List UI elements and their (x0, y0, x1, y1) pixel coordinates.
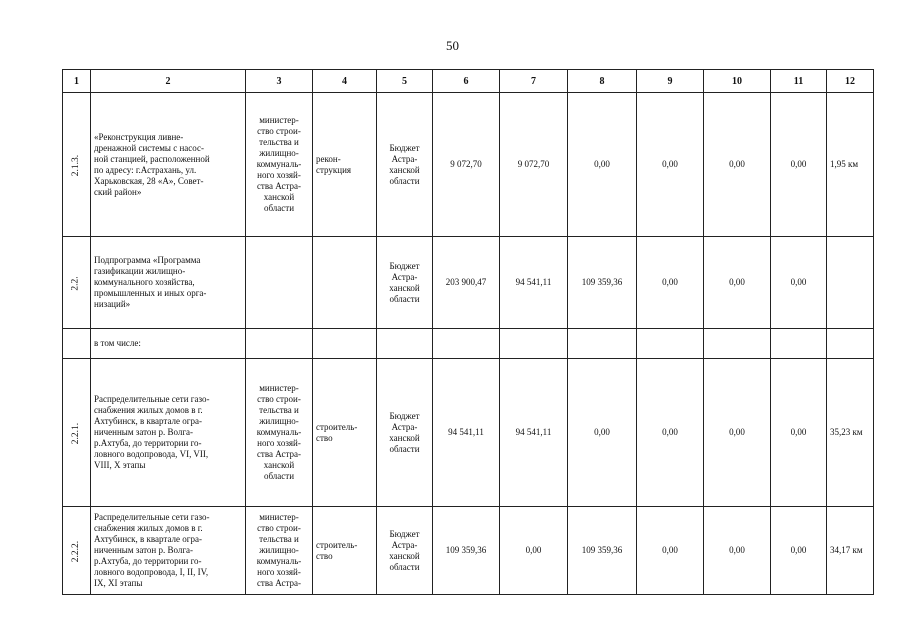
header-cell: 5 (377, 70, 433, 93)
amount-cell: 94 541,11 (433, 359, 500, 507)
row-number: 2.2.2. (71, 540, 81, 562)
amount-cell: 9 072,70 (433, 93, 500, 237)
budget-table (62, 69, 874, 595)
capacity-cell (827, 237, 874, 329)
executor-text: министер- ство строи- тельства и жилищно- коммуналь- ного хозяй- ства Астра- (256, 512, 302, 588)
header-cell: 1 (63, 70, 91, 93)
funding-source-text: Бюджет Астра- ханской области (389, 410, 420, 454)
funding-source-cell (377, 93, 433, 237)
amount-cell (771, 329, 827, 359)
header-cell: 6 (433, 70, 500, 93)
work-type-text: строитель- ство (316, 539, 358, 561)
amount-cell: 109 359,36 (568, 507, 637, 595)
name-cell (91, 359, 246, 507)
amount-cell: 0,00 (637, 93, 704, 237)
amount-cell: 0,00 (704, 237, 771, 329)
amount-cell (704, 329, 771, 359)
work-type-cell (313, 93, 377, 237)
executor-text: министер- ство строи- тельства и жилищно- коммуналь- ного хозяй- ства Астра- ханской области (256, 115, 302, 213)
name-cell (91, 237, 246, 329)
amount-cell (637, 329, 704, 359)
funding-source-cell (377, 237, 433, 329)
capacity-cell: 34,17 км (827, 507, 874, 595)
capacity-cell: 35,23 км (827, 359, 874, 507)
amount-cell: 203 900,47 (433, 237, 500, 329)
name-cell (91, 93, 246, 237)
funding-source-cell (377, 507, 433, 595)
work-type-cell (313, 359, 377, 507)
amount-cell: 94 541,11 (500, 237, 568, 329)
funding-source-text: Бюджет Астра- ханской области (389, 260, 420, 304)
header-cell: 12 (827, 70, 874, 93)
name-cell (91, 329, 246, 359)
amount-cell: 0,00 (771, 507, 827, 595)
item-name: Распределительные сети газо- снабжения жилых домов в г. Ахтубинск, в квартале огра- ниченным затон р. Волга- р.Ахтуба, до территории го- ловного водопровода, VI, VII, VIII, X этапы (94, 394, 210, 470)
table-row (63, 237, 874, 329)
amount-cell: 0,00 (704, 507, 771, 595)
row-number-cell (63, 507, 91, 595)
amount-cell: 0,00 (771, 93, 827, 237)
amount-cell: 109 359,36 (433, 507, 500, 595)
executor-cell (246, 237, 313, 329)
table-row (63, 507, 874, 595)
amount-cell: 0,00 (568, 93, 637, 237)
executor-text: министер- ство строи- тельства и жилищно- коммуналь- ного хозяй- ства Астра- ханской области (256, 383, 302, 481)
work-type-cell (313, 237, 377, 329)
row-number: 2.2.1. (71, 422, 81, 444)
executor-cell (246, 329, 313, 359)
item-name: «Реконструкция ливне- дренажной системы с насос- ной станцией, расположенной по адресу: г.Астрахань, ул. Харьковская, 28 «А», Совет- ский район» (94, 131, 210, 197)
executor-cell (246, 507, 313, 595)
header-cell: 7 (500, 70, 568, 93)
item-name: в том числе: (94, 338, 141, 348)
header-cell: 4 (313, 70, 377, 93)
row-number: 2.2. (71, 275, 81, 291)
amount-cell: 0,00 (500, 507, 568, 595)
amount-cell (568, 329, 637, 359)
work-type-cell (313, 507, 377, 595)
executor-cell (246, 93, 313, 237)
work-type-text: рекон- струкция (316, 153, 352, 175)
funding-source-text: Бюджет Астра- ханской области (389, 142, 420, 186)
row-number-cell (63, 329, 91, 359)
amount-cell: 0,00 (771, 359, 827, 507)
header-cell: 11 (771, 70, 827, 93)
funding-source-text: Бюджет Астра- ханской области (389, 528, 420, 572)
funding-source-cell (377, 359, 433, 507)
amount-cell (500, 329, 568, 359)
funding-source-cell (377, 329, 433, 359)
header-cell: 8 (568, 70, 637, 93)
page-number: 50 (446, 38, 459, 53)
amount-cell: 0,00 (637, 237, 704, 329)
capacity-cell: 1,95 км (827, 93, 874, 237)
amount-cell: 0,00 (637, 507, 704, 595)
header-cell: 3 (246, 70, 313, 93)
amount-cell: 0,00 (704, 359, 771, 507)
table-row (63, 93, 874, 237)
amount-cell: 0,00 (704, 93, 771, 237)
work-type-cell (313, 329, 377, 359)
header-row (63, 70, 874, 93)
header-cell: 9 (637, 70, 704, 93)
amount-cell: 109 359,36 (568, 237, 637, 329)
amount-cell: 0,00 (771, 237, 827, 329)
amount-cell: 0,00 (637, 359, 704, 507)
amount-cell (433, 329, 500, 359)
amount-cell: 94 541,11 (500, 359, 568, 507)
item-name: Распределительные сети газо- снабжения жилых домов в г. Ахтубинск, в квартале огра- ниченным затон р. Волга- р.Ахтуба, до территории го- ловного водопровода, I, II, IV, IX, XI этапы (94, 512, 210, 588)
row-number: 2.1.3. (71, 154, 81, 176)
table-row (63, 329, 874, 359)
executor-cell (246, 359, 313, 507)
table-row (63, 359, 874, 507)
row-number-cell (63, 93, 91, 237)
amount-cell: 0,00 (568, 359, 637, 507)
row-number-cell (63, 237, 91, 329)
header-cell: 2 (91, 70, 246, 93)
item-name: Подпрограмма «Программа газификации жилищно- коммунального хозяйства, промышленных и иных орга- низаций» (94, 255, 207, 309)
header-cell: 10 (704, 70, 771, 93)
amount-cell: 9 072,70 (500, 93, 568, 237)
name-cell (91, 507, 246, 595)
row-number-cell (63, 359, 91, 507)
capacity-cell (827, 329, 874, 359)
work-type-text: строитель- ство (316, 421, 358, 443)
